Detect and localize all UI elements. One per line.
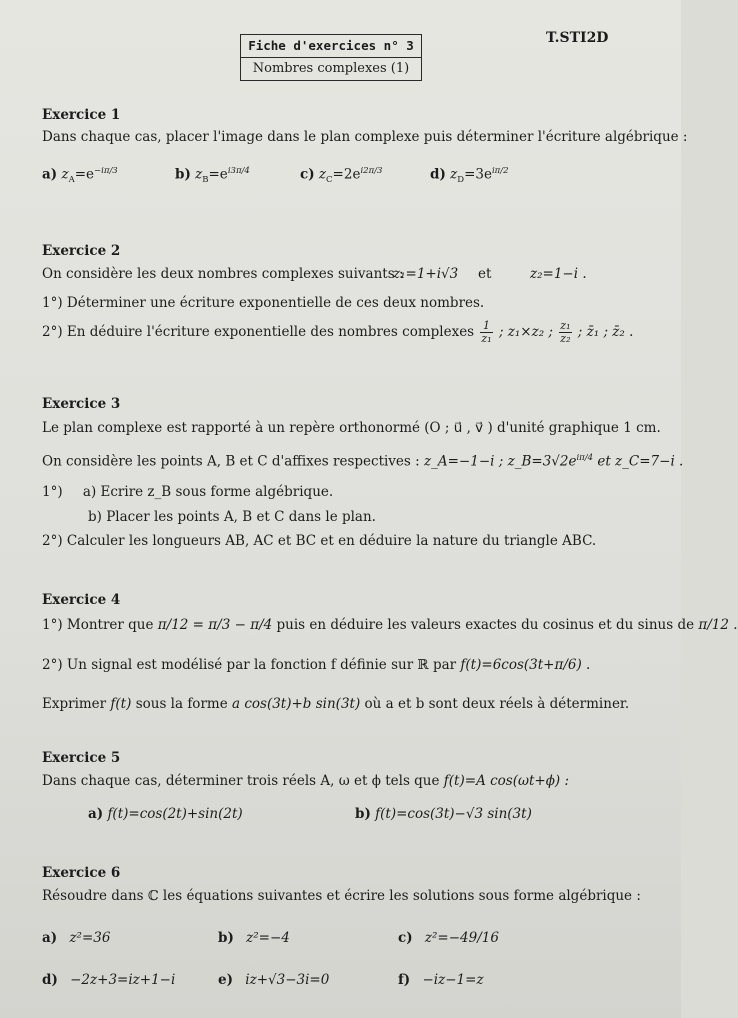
exponent: iπ/4 (576, 453, 594, 463)
fraction-z1-over-z2 (559, 320, 571, 345)
item-expression: f(t)=cos(2t)+sin(2t) (107, 806, 243, 822)
function-expression: f(t)=6cos(3t+π/6) . (460, 657, 591, 673)
class-label: T.STI2D (546, 30, 609, 46)
rhs: =e (208, 166, 228, 183)
exercise-4-question-3 (42, 696, 629, 712)
subscript: D (457, 175, 465, 186)
exponent: iπ/2 (491, 166, 509, 176)
question-number: 1°) (42, 295, 63, 311)
numerator: 1 (480, 320, 492, 333)
var: z (195, 166, 203, 183)
exercise-6-item-e (218, 972, 329, 988)
points-text: On considère les points A, B et C d'affixes respectives : (42, 453, 420, 470)
exercise-6-intro: Résoudre dans ℂ les équations suivantes et écrire les solutions sous forme algébrique : (42, 888, 641, 904)
item-label: d) (430, 166, 446, 183)
equation: −iz−1=z (422, 972, 484, 988)
item-label: c) (300, 166, 315, 183)
question-text: Déterminer une écriture exponentielle de ces deux nombres. (66, 295, 485, 311)
exercise-6-title: Exercice 6 (42, 865, 121, 881)
item-label: a) (88, 806, 104, 822)
sheet-topic: Nombres complexes (1) (252, 61, 410, 76)
equation: iz+√3−3i=0 (245, 972, 330, 988)
exercise-5-intro (42, 773, 569, 789)
question-number: 1°) (42, 484, 63, 500)
rhs: =2e (332, 166, 361, 183)
affix-c: et z_C=7−i . (597, 453, 684, 470)
question-number: 2°) (42, 533, 63, 549)
exponent: i3π/4 (227, 166, 250, 176)
exponent: −iπ/3 (94, 166, 118, 176)
product: ; z₁×z₂ ; (498, 324, 553, 340)
item-label: b) (218, 930, 234, 946)
exercise-3-title: Exercice 3 (42, 396, 121, 412)
question-number: 2°) (42, 324, 63, 340)
exercise-3-question-1b: b) Placer les points A, B et C dans le plan. (88, 509, 376, 525)
equation: z²=−4 (246, 930, 290, 946)
equation: z²=−49/16 (424, 930, 499, 946)
item-expression: f(t)=cos(3t)−√3 sin(3t) (375, 806, 532, 822)
question-text-2: puis en déduire les valeurs exactes du cosinus et du sinus de (276, 617, 695, 633)
question-text: Un signal est modélisé par la fonction f définie sur ℝ par (66, 657, 457, 673)
equation: z²=36 (69, 930, 111, 946)
subscript: A (68, 175, 75, 186)
exercise-6-item-a (42, 930, 110, 946)
intro-text: Dans chaque cas, déterminer trois réels A, ω et ϕ tels que (42, 773, 440, 789)
affix-b: z_B=3√2e (507, 453, 577, 470)
sheet-number: Fiche d'exercices n° 3 (241, 35, 421, 58)
question-text: a) Ecrire z_B sous forme algébrique. (82, 484, 334, 500)
item-label: e) (218, 972, 233, 988)
exercise-2-z2: z₂=1−i . (530, 266, 587, 282)
denominator: z₂ (560, 332, 571, 345)
exercise-1-instruction: Dans chaque cas, placer l'image dans le plan complexe puis déterminer l'écriture algébrique : (42, 129, 688, 145)
exercise-3-points (42, 453, 683, 470)
question-text: En déduire l'écriture exponentielle des nombres complexes (66, 324, 475, 340)
exercise-2-question-2 (42, 320, 633, 345)
affix-a: z_A=−1−i ; (424, 453, 504, 470)
item-label: d) (42, 972, 58, 988)
exercise-2-et: et (478, 266, 492, 282)
subscript: C (326, 175, 333, 186)
item-label: b) (355, 806, 371, 822)
fraction-1-over-z1 (480, 320, 492, 345)
identity: π/12 = π/3 − π/4 (157, 617, 273, 633)
item-label: f) (398, 972, 411, 988)
exercise-2-title: Exercice 2 (42, 243, 121, 259)
question-number: 1°) (42, 617, 63, 633)
exercise-6-item-f (398, 972, 484, 988)
exercise-4-question-2 (42, 657, 590, 673)
denominator: z₁ (481, 332, 492, 345)
question-text-3: où a et b sont deux réels à déterminer. (364, 696, 630, 712)
exercise-5-item-a (88, 806, 243, 822)
numerator: z₁ (560, 319, 571, 332)
exercise-5-title: Exercice 5 (42, 750, 121, 766)
rhs: =e (74, 166, 95, 183)
target-form: a cos(3t)+b sin(3t) (231, 696, 361, 712)
exercise-1-item-a (42, 166, 118, 185)
exercise-3-intro: Le plan complexe est rapporté à un repère orthonormé (O ; u⃗ , v⃗ ) d'unité graphique 1 cm. (42, 420, 661, 436)
exercise-1-item-c (300, 166, 382, 185)
item-label: b) (175, 166, 191, 183)
target-form: f(t)=A cos(ωt+ϕ) : (443, 773, 570, 789)
rhs: =3e (464, 166, 492, 183)
item-label: c) (398, 930, 413, 946)
exercise-2-z1: z₁=1+i√3 (393, 266, 459, 282)
function-name: f(t) (110, 696, 132, 712)
exercise-4-question-1 (42, 617, 738, 633)
exercise-5-item-b (355, 806, 532, 822)
exercise-1-title: Exercice 1 (42, 107, 121, 123)
question-text: Montrer que (66, 617, 154, 633)
var: z (318, 166, 327, 183)
exercise-1-item-d (430, 166, 509, 185)
equation: −2z+3=iz+1−i (70, 972, 176, 988)
exercise-1-item-b (175, 166, 250, 185)
var: z (450, 166, 458, 183)
question-text: Exprimer (42, 696, 107, 712)
title-box (240, 34, 422, 81)
exponent: i2π/3 (360, 166, 383, 176)
question-text: Calculer les longueurs AB, AC et BC et en déduire la nature du triangle ABC. (66, 533, 597, 549)
exercise-6-item-c (398, 930, 499, 946)
var: z (61, 166, 69, 183)
exercise-3-question-1 (42, 484, 333, 500)
question-number: 2°) (42, 657, 63, 673)
subscript: B (202, 175, 209, 186)
exercise-2-intro: On considère les deux nombres complexes suivants : (42, 266, 404, 282)
item-label: a) (42, 930, 58, 946)
exercise-6-item-b (218, 930, 290, 946)
conjugates: ; z̄₁ ; z̄₂ . (577, 324, 634, 340)
exercise-3-question-2 (42, 533, 596, 549)
item-label: a) (42, 166, 58, 183)
exercise-6-item-d (42, 972, 175, 988)
question-text-2: sous la forme (135, 696, 228, 712)
exercise-2-question-1 (42, 295, 484, 311)
angle: π/12 . (698, 617, 738, 633)
exercise-4-title: Exercice 4 (42, 592, 121, 608)
